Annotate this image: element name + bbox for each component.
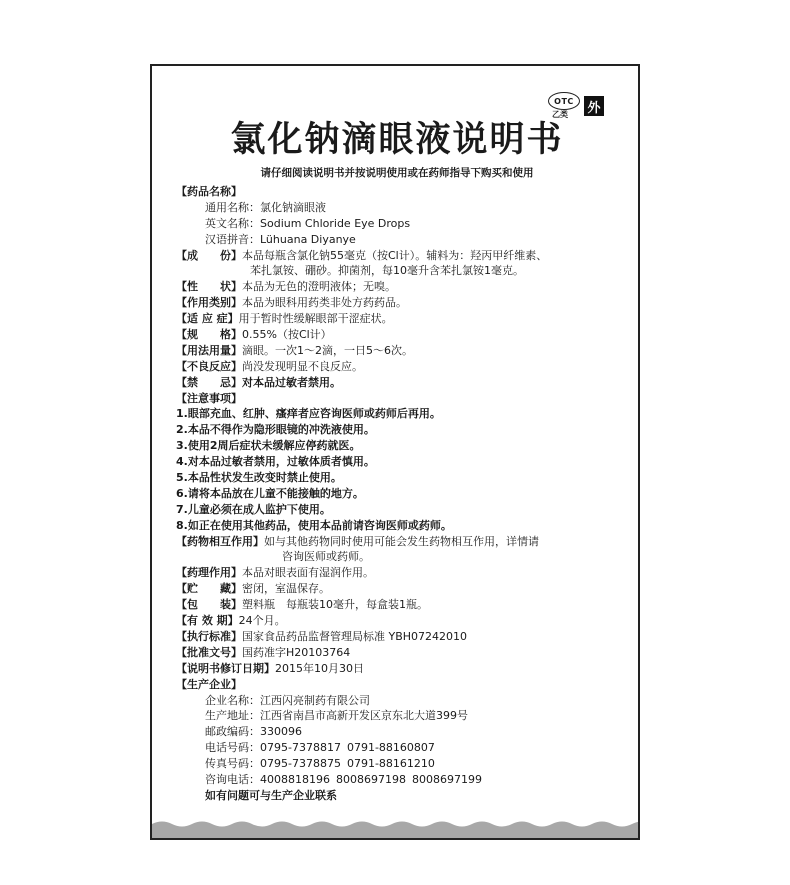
field-value: 8008697199 (412, 772, 482, 786)
field-value: 国药准字H20103764 (242, 645, 351, 659)
field-value: 尚没发现明显不良反应。 (242, 359, 363, 373)
section-label: 【包 装】 (176, 598, 242, 612)
section-label: 【药物相互作用】 (176, 534, 264, 548)
precaution-item: 5.本品性状发生改变时禁止使用。 (176, 471, 342, 485)
field-label: 传真号码： (205, 757, 260, 771)
approval-row (176, 645, 636, 661)
contraindication-row (176, 375, 636, 391)
document-title: 氯化钠滴眼液说明书 (230, 120, 564, 160)
standard-row (176, 629, 636, 645)
field-value: 0795-7378875 (260, 757, 341, 771)
field-label: 企业名称： (205, 693, 260, 707)
field-label: 咨询电话： (205, 772, 260, 786)
spec-row (176, 327, 636, 343)
field-value: 对本品过敏者禁用。 (242, 375, 341, 389)
field-label: 电话号码： (205, 741, 260, 755)
section-label: 【说明书修订日期】 (176, 661, 275, 675)
field-value: 苯扎氯铵、硼砂。抑菌剂，每10毫升含苯扎氯铵1毫克。 (250, 264, 524, 278)
field-value: 4008818196 (260, 772, 330, 786)
section-label: 【药理作用】 (176, 566, 242, 580)
leaflet-body (176, 184, 636, 804)
postcode-row (176, 724, 636, 740)
generic-name-row (176, 200, 636, 216)
field-value: Sodium Chloride Eye Drops (260, 216, 411, 230)
hotline-row (176, 772, 636, 788)
phone-row (176, 740, 636, 756)
field-value: 2015年10月30日 (275, 661, 364, 675)
interactions-row (176, 534, 636, 550)
field-value: 如与其他药物同时使用可能会发生药物相互作用，详情请 (264, 534, 539, 548)
composition-row (176, 248, 636, 264)
otc-class-label: 乙类 (552, 110, 568, 119)
fax-row (176, 756, 636, 772)
footer-note: 如有问题可与生产企业联系 (205, 788, 337, 802)
adverse-row (176, 359, 636, 375)
field-value: 8008697198 (336, 772, 406, 786)
field-value: 本品为眼科用药类非处方药药品。 (242, 296, 407, 310)
field-value: 江西闪亮制药有限公司 (260, 693, 370, 707)
field-value: 0795-7378817 (260, 741, 341, 755)
field-value: 本品每瓶含氯化钠55毫克（按Cl计）。辅料为：羟丙甲纤维素、 (242, 248, 548, 262)
field-value: 塑料瓶 每瓶装10毫升，每盒装1瓶。 (242, 598, 428, 612)
field-value: 江西省南昌市高新开发区京东北大道399号 (260, 709, 468, 723)
section-label: 【执行标准】 (176, 629, 242, 643)
field-label: 英文名称： (205, 216, 260, 230)
otc-badge: OTC (548, 92, 580, 110)
section-label: 【有 效 期】 (176, 614, 239, 628)
precaution-item: 4.对本品过敏者禁用，过敏体质者慎用。 (176, 455, 375, 469)
field-value: 本品为无色的澄明液体；无嗅。 (242, 280, 396, 294)
precaution-item: 6.请将本品放在儿童不能接触的地方。 (176, 486, 364, 500)
storage-row (176, 581, 636, 597)
company-name-row (176, 693, 636, 709)
pinyin-name-row (176, 232, 636, 248)
precaution-item: 8.如正在使用其他药品，使用本品前请咨询医师或药师。 (176, 518, 452, 532)
precaution-item: 7.儿童必须在成人监护下使用。 (176, 502, 331, 516)
field-value: 国家食品药品监督管理局标准 YBH07242010 (242, 629, 468, 643)
precaution-item: 2.本品不得作为隐形眼镜的冲洗液使用。 (176, 423, 375, 437)
section-label: 【禁 忌】 (176, 375, 242, 389)
field-value: 330096 (260, 725, 302, 739)
address-row (176, 708, 636, 724)
document-subtitle: 请仔细阅读说明书并按说明使用或在药师指导下购买和使用 (260, 167, 534, 179)
section-label: 【规 格】 (176, 328, 242, 342)
composition-row-continued (176, 263, 636, 279)
pharmacology-row (176, 565, 636, 581)
field-label: 通用名称： (205, 200, 260, 214)
properties-row (176, 279, 636, 295)
indication-row (176, 311, 636, 327)
wavy-bottom-edge (152, 816, 638, 838)
section-header-drug-name: 【药品名称】 (176, 185, 242, 198)
field-label: 汉语拼音： (205, 232, 260, 246)
field-value: 0791-88161210 (346, 757, 435, 771)
field-value: 0.55%（按Cl计） (242, 328, 332, 342)
leaflet-sheet (150, 64, 640, 840)
field-value: 0791-88160807 (346, 741, 435, 755)
field-label: 生产地址： (205, 709, 260, 723)
external-use-badge: 外 (584, 96, 604, 116)
interactions-row-continued (176, 549, 636, 565)
section-label: 【用法用量】 (176, 343, 242, 357)
field-value: 氯化钠滴眼液 (260, 200, 326, 214)
section-label: 【不良反应】 (176, 359, 242, 373)
dosage-row (176, 343, 636, 359)
field-label: 邮政编码： (205, 725, 260, 739)
section-label: 【作用类别】 (176, 296, 242, 310)
category-row (176, 295, 636, 311)
field-value: 滴眼。一次1～2滴，一日5～6次。 (242, 343, 413, 357)
section-label: 【性 状】 (176, 280, 242, 294)
field-value: 咨询医师或药师。 (282, 550, 370, 564)
section-label: 【适 应 症】 (176, 312, 239, 326)
section-label: 【批准文号】 (176, 645, 242, 659)
precaution-item: 3.使用2周后症状未缓解应停药就医。 (176, 439, 361, 453)
field-value: 本品对眼表面有湿润作用。 (242, 566, 374, 580)
section-label: 【成 份】 (176, 248, 242, 262)
validity-row (176, 613, 636, 629)
field-value: Lühuana Diyanye (260, 232, 356, 246)
package-row (176, 597, 636, 613)
precaution-item: 1.眼部充血、红肿、瘙痒者应咨询医师或药师后再用。 (176, 407, 441, 421)
revision-row (176, 661, 636, 677)
english-name-row (176, 216, 636, 232)
section-header-manufacturer: 【生产企业】 (176, 677, 242, 691)
section-header-precautions: 【注意事项】 (176, 391, 242, 405)
field-value: 用于暂时性缓解眼部干涩症状。 (238, 312, 393, 326)
section-label: 【贮 藏】 (176, 582, 242, 596)
field-value: 24个月。 (238, 614, 286, 628)
field-value: 密闭，室温保存。 (242, 582, 330, 596)
